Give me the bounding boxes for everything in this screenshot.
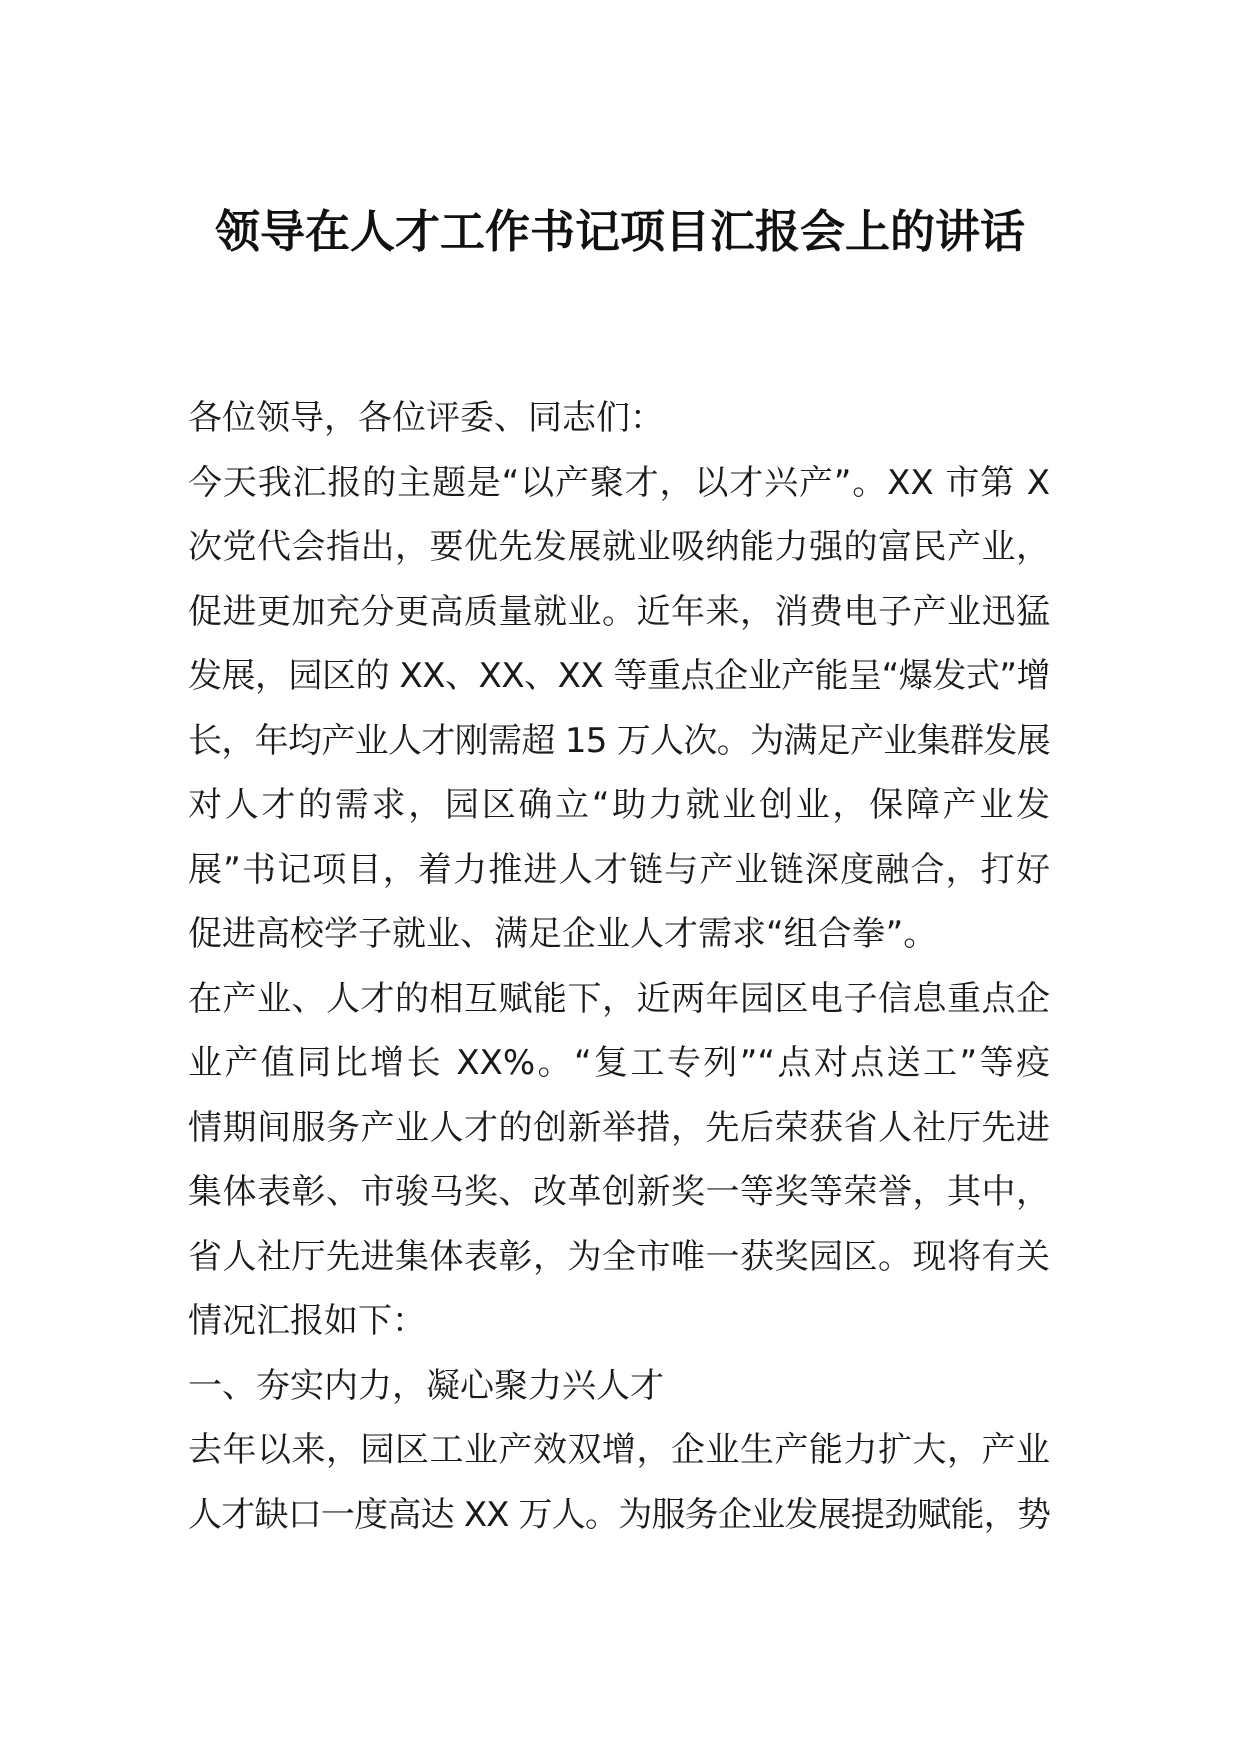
document-title: 领导在人才工作书记项目汇报会上的讲话 xyxy=(214,205,1025,258)
text-line: 次党代会指出，要优先发展就业吸纳能力强的富民产业， xyxy=(188,527,1050,567)
text-line: 省人社厅先进集体表彰，为全市唯一获奖园区。现将有关 xyxy=(188,1236,1050,1277)
text-line: 集体表彰、市骏马奖、改革创新奖一等奖等荣誉，其中， xyxy=(188,1172,1050,1212)
text-line: 促进高校学子就业、满足企业人才需求“组合拳”。 xyxy=(188,914,938,954)
text-line: 对人才的需求，园区确立“助力就业创业，保障产业发 xyxy=(188,785,1050,825)
text-line: 发展，园区的 XX、XX、XX 等重点企业产能呈“爆发式”增 xyxy=(188,656,1050,696)
text-line: 人才缺口一度高达 XX 万人。为服务企业发展提劲赋能，势 xyxy=(188,1494,1050,1535)
text-line: 今天我汇报的主题是“以产聚才，以才兴产”。XX 市第 X xyxy=(188,462,1050,503)
text-line: 业产值同比增长 XX%。“复工专列”“点对点送工”等疫 xyxy=(188,1043,1050,1083)
text-line: 情期间服务产业人才的创新举措，先后荣获省人社厅先进 xyxy=(188,1107,1050,1148)
text-line: 长，年均产业人才刚需超 15 万人次。为满足产业集群发展 xyxy=(188,720,1050,761)
text-line: 促进更加充分更高质量就业。近年来，消费电子产业迅猛 xyxy=(188,591,1050,632)
text-line: 展”书记项目，着力推进人才链与产业链深度融合，打好 xyxy=(188,849,1050,890)
text-line: 各位领导，各位评委、同志们： xyxy=(188,398,664,438)
text-line: 一、夯实内力，凝心聚力兴人才 xyxy=(188,1365,664,1406)
text-line: 情况汇报如下： xyxy=(188,1301,426,1341)
document-body xyxy=(188,386,1050,1547)
text-line: 去年以来，园区工业产效双增，企业生产能力扩大，产业 xyxy=(188,1430,1050,1470)
text-line: 在产业、人才的相互赋能下，近两年园区电子信息重点企 xyxy=(188,978,1050,1019)
